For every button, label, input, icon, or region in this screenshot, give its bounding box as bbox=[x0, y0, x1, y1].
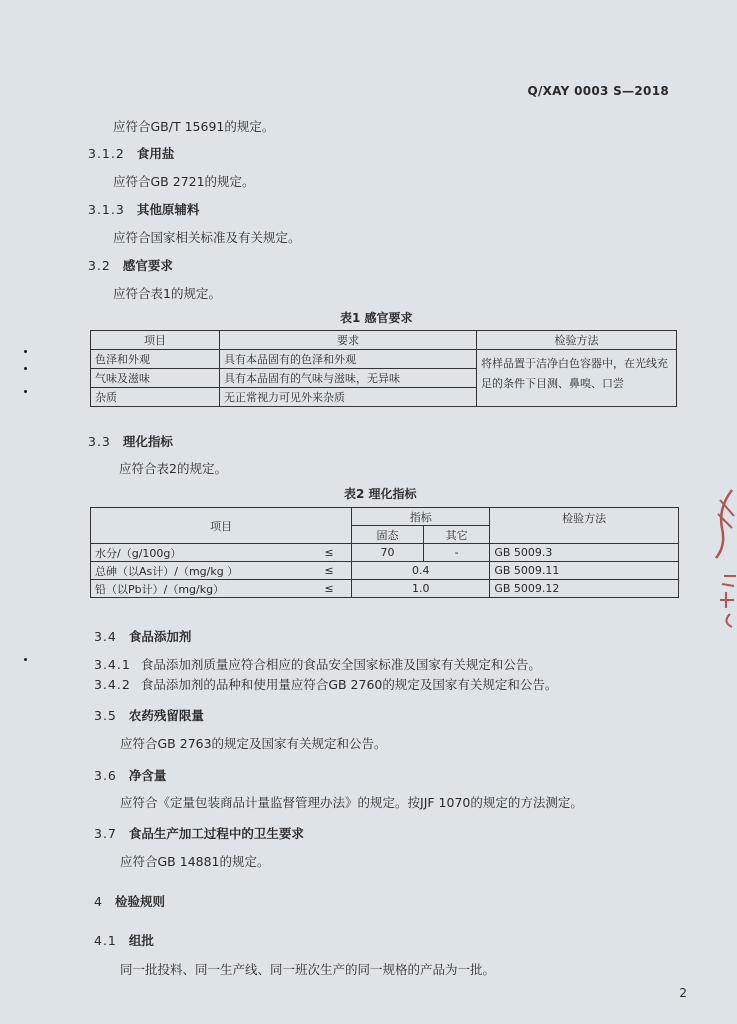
paragraph: 应符合《定量包装商品计量监督管理办法》的规定。按JJF 1070的规定的方法测定。 bbox=[120, 795, 583, 810]
table-row bbox=[91, 350, 677, 369]
table-row bbox=[91, 544, 679, 562]
section-number: 3.1.2 bbox=[88, 146, 125, 161]
section-heading-3-1-2 bbox=[88, 144, 174, 162]
section-heading-3-3 bbox=[88, 432, 173, 450]
table-cell: 水分/（g/100g） bbox=[91, 544, 307, 562]
section-heading-3-7 bbox=[94, 824, 304, 842]
table-cell: 杂质 bbox=[91, 388, 220, 407]
paragraph: 应符合GB 2721的规定。 bbox=[113, 174, 255, 189]
paragraph: 应符合国家相关标准及有关规定。 bbox=[113, 230, 301, 245]
paragraph: 应符合GB/T 15691的规定。 bbox=[113, 119, 275, 134]
table-cell: GB 5009.12 bbox=[490, 580, 679, 598]
paragraph: 同一批投料、同一生产线、同一班次生产的同一规格的产品为一批。 bbox=[120, 962, 496, 977]
table-cell: 1.0 bbox=[352, 580, 490, 598]
paragraph: 应符合GB 14881的规定。 bbox=[120, 854, 270, 869]
section-number: 3.5 bbox=[94, 708, 117, 723]
table-cell: GB 5009.11 bbox=[490, 562, 679, 580]
table1-caption: 表1 感官要求 bbox=[340, 311, 413, 325]
table-header-cell: 检验方法 bbox=[490, 508, 679, 544]
table-header-cell: 检验方法 bbox=[477, 331, 677, 350]
table-row bbox=[91, 562, 679, 580]
section-title: 检验规则 bbox=[114, 894, 165, 909]
table-header-cell: 项目 bbox=[91, 508, 352, 544]
paragraph: 应符合GB 2763的规定及国家有关规定和公告。 bbox=[120, 736, 387, 751]
section-heading-3-1-3 bbox=[88, 200, 199, 218]
paragraph: 应符合表1的规定。 bbox=[113, 286, 221, 301]
section-title: 理化指标 bbox=[122, 434, 173, 449]
section-title: 其他原辅料 bbox=[136, 202, 200, 217]
table-cell: - bbox=[423, 544, 490, 562]
table1-sensory bbox=[90, 330, 677, 407]
section-number: 3.6 bbox=[94, 768, 117, 783]
binding-mark bbox=[24, 658, 27, 661]
table-header-cell: 指标 bbox=[352, 508, 490, 526]
section-title: 农药残留限量 bbox=[128, 708, 204, 723]
section-title: 食品生产加工过程中的卫生要求 bbox=[128, 826, 304, 841]
paragraph-text: 食品添加剂的品种和使用量应符合GB 2760的规定及国家有关规定和公告。 bbox=[140, 677, 558, 692]
binding-mark bbox=[24, 350, 27, 353]
section-title: 组批 bbox=[128, 933, 154, 948]
table2-caption: 表2 理化指标 bbox=[344, 487, 417, 501]
section-number: 3.7 bbox=[94, 826, 117, 841]
section-number: 3.2 bbox=[88, 258, 111, 273]
section-number: 3.3 bbox=[88, 434, 111, 449]
section-heading-3-6 bbox=[94, 766, 166, 784]
table-header-cell: 项目 bbox=[91, 331, 220, 350]
paragraph-text: 食品添加剂质量应符合相应的食品安全国家标准及国家有关规定和公告。 bbox=[140, 657, 541, 672]
table-header-cell: 要求 bbox=[220, 331, 477, 350]
paragraph-3-4-2 bbox=[94, 675, 557, 693]
section-number: 4.1 bbox=[94, 933, 117, 948]
page-number: 2 bbox=[679, 986, 687, 1000]
table-cell: 具有本品固有的色泽和外观 bbox=[220, 350, 477, 369]
table-cell: 气味及滋味 bbox=[91, 369, 220, 388]
section-number: 3.4 bbox=[94, 629, 117, 644]
section-heading-3-4 bbox=[94, 627, 191, 645]
table-header-cell: 固态 bbox=[352, 526, 424, 544]
paragraph-3-4-1 bbox=[94, 655, 541, 673]
paragraph: 应符合表2的规定。 bbox=[119, 461, 227, 476]
table-cell: 0.4 bbox=[352, 562, 490, 580]
section-heading-4 bbox=[94, 892, 165, 910]
section-heading-3-5 bbox=[94, 706, 204, 724]
red-seal-fragment bbox=[712, 488, 737, 634]
table2-physicochemical bbox=[90, 507, 679, 598]
table-cell: ≤ bbox=[307, 562, 352, 580]
table-cell: 铅（以Pb计）/（mg/kg） bbox=[91, 580, 307, 598]
table-header-row bbox=[91, 331, 677, 350]
table-cell: GB 5009.3 bbox=[490, 544, 679, 562]
table-cell: 总砷（以As计）/（mg/kg ） bbox=[91, 562, 307, 580]
section-number: 3.4.2 bbox=[94, 677, 131, 692]
table-cell-method: 将样品置于洁净白色容器中，在光线充足的条件下目测、鼻嗅、口尝 bbox=[477, 350, 677, 407]
section-number: 4 bbox=[94, 894, 103, 909]
table-cell: 无正常视力可见外来杂质 bbox=[220, 388, 477, 407]
section-title: 感官要求 bbox=[122, 258, 173, 273]
table-cell: 具有本品固有的气味与滋味，无异味 bbox=[220, 369, 477, 388]
section-title: 食用盐 bbox=[136, 146, 175, 161]
table-header-row bbox=[91, 508, 679, 526]
section-heading-3-2 bbox=[88, 256, 173, 274]
section-number: 3.1.3 bbox=[88, 202, 125, 217]
section-title: 净含量 bbox=[128, 768, 167, 783]
binding-mark bbox=[24, 390, 27, 393]
section-heading-4-1 bbox=[94, 931, 154, 949]
table-cell: ≤ bbox=[307, 580, 352, 598]
standard-number: Q/XAY 0003 S—2018 bbox=[527, 84, 669, 98]
binding-mark bbox=[24, 367, 27, 370]
table-cell: 70 bbox=[352, 544, 424, 562]
table-header-cell: 其它 bbox=[423, 526, 490, 544]
section-title: 食品添加剂 bbox=[128, 629, 192, 644]
table-cell: 色泽和外观 bbox=[91, 350, 220, 369]
table-row bbox=[91, 580, 679, 598]
section-number: 3.4.1 bbox=[94, 657, 131, 672]
table-cell: ≤ bbox=[307, 544, 352, 562]
